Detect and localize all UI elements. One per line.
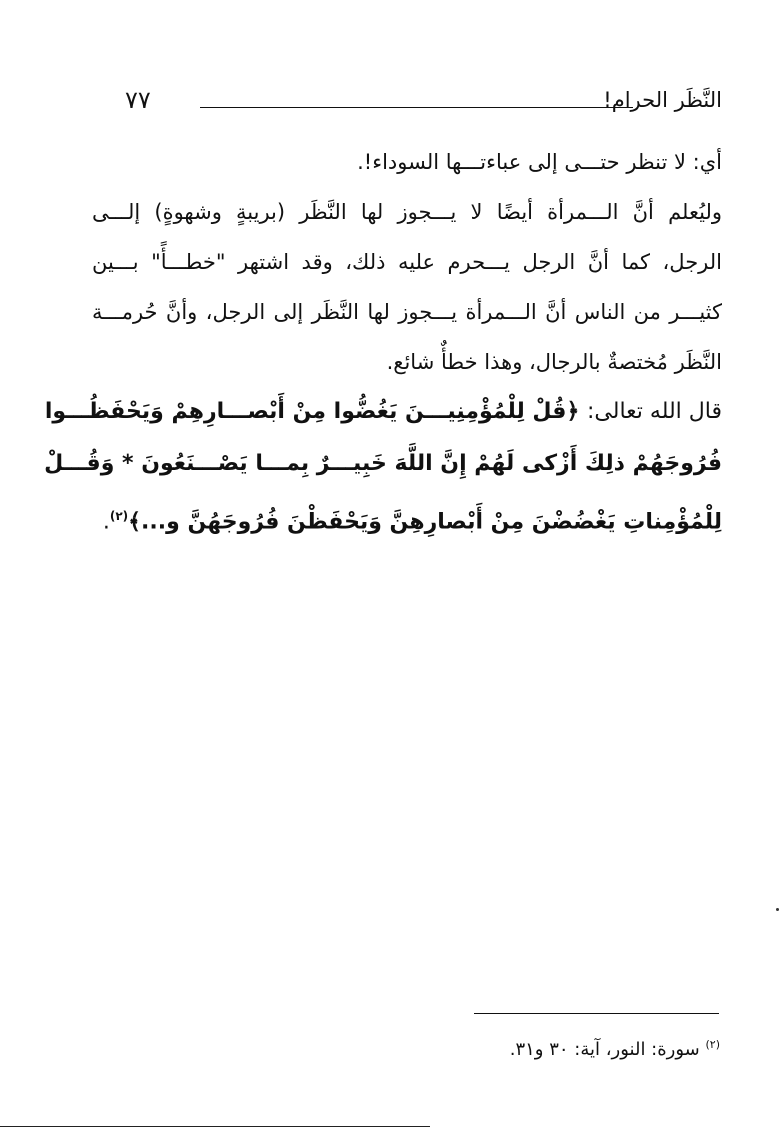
footnote-rule [474, 1013, 719, 1014]
paragraph-line: وليُعلم أنَّ الـــمرأة أيضًا لا يـــجوز لها النَّظَر (بريبةٍ وشهوةٍ) إلـــى [92, 200, 722, 224]
quote-end: . [102, 509, 110, 535]
paragraph-line: أي: لا تنظر حتـــى إلى عباءتـــها السوداء!. [357, 150, 722, 174]
bottom-edge-line [0, 1126, 430, 1127]
quran-quote-line: فُرُوجَهُمْ ذلِكَ أَزْكى لَهُمْ إِنَّ اللَّهَ خَبِيـــرٌ بِمـــا يَصْـــنَعُونَ * وَقُـــلْ [44, 451, 722, 476]
paragraph-line: كثيـــر من الناس أنَّ الـــمرأة يـــجوز لها النَّظَر إلى الرجل، وأنَّ حُرمـــة [92, 300, 722, 324]
paragraph-line: الرجل، كما أنَّ الرجل يـــحرم عليه ذلك، وقد اشتهر "خطـــأً" بـــين [92, 250, 722, 274]
quote-text: ﴿قُلْ لِلْمُؤْمِنِيـــنَ يَغُضُّوا مِنْ أَبْصـــارِهِمْ وَيَحْفَظُـــوا [44, 399, 580, 424]
page-header [0, 0, 782, 130]
footnote-text: سورة: النور، آية: ٣٠ و٣١. [509, 1039, 700, 1060]
scan-speck [776, 908, 779, 911]
quote-text: لِلْمُؤْمِناتِ يَغْضُضْنَ مِنْ أَبْصارِهِنَّ وَيَحْفَظْنَ فُرُوجَهُنَّ و...﴾ [128, 509, 722, 535]
footnote-reference: (٢) [109, 509, 129, 523]
quote-intro: قال الله تعالى: [587, 399, 722, 424]
header-rule [200, 107, 633, 108]
body-text [44, 138, 722, 544]
page-number: ٧٧ [125, 86, 151, 114]
running-title: النَّظَر الحرام! [603, 88, 722, 112]
quran-quote-line [92, 492, 722, 544]
footnote-marker: (٢) [705, 1038, 720, 1051]
footnote [510, 1038, 720, 1060]
quran-quote-line [44, 388, 722, 440]
paragraph-line: النَّظَر مُختصةٌ بالرجال، وهذا خطأٌ شائع. [386, 350, 722, 374]
